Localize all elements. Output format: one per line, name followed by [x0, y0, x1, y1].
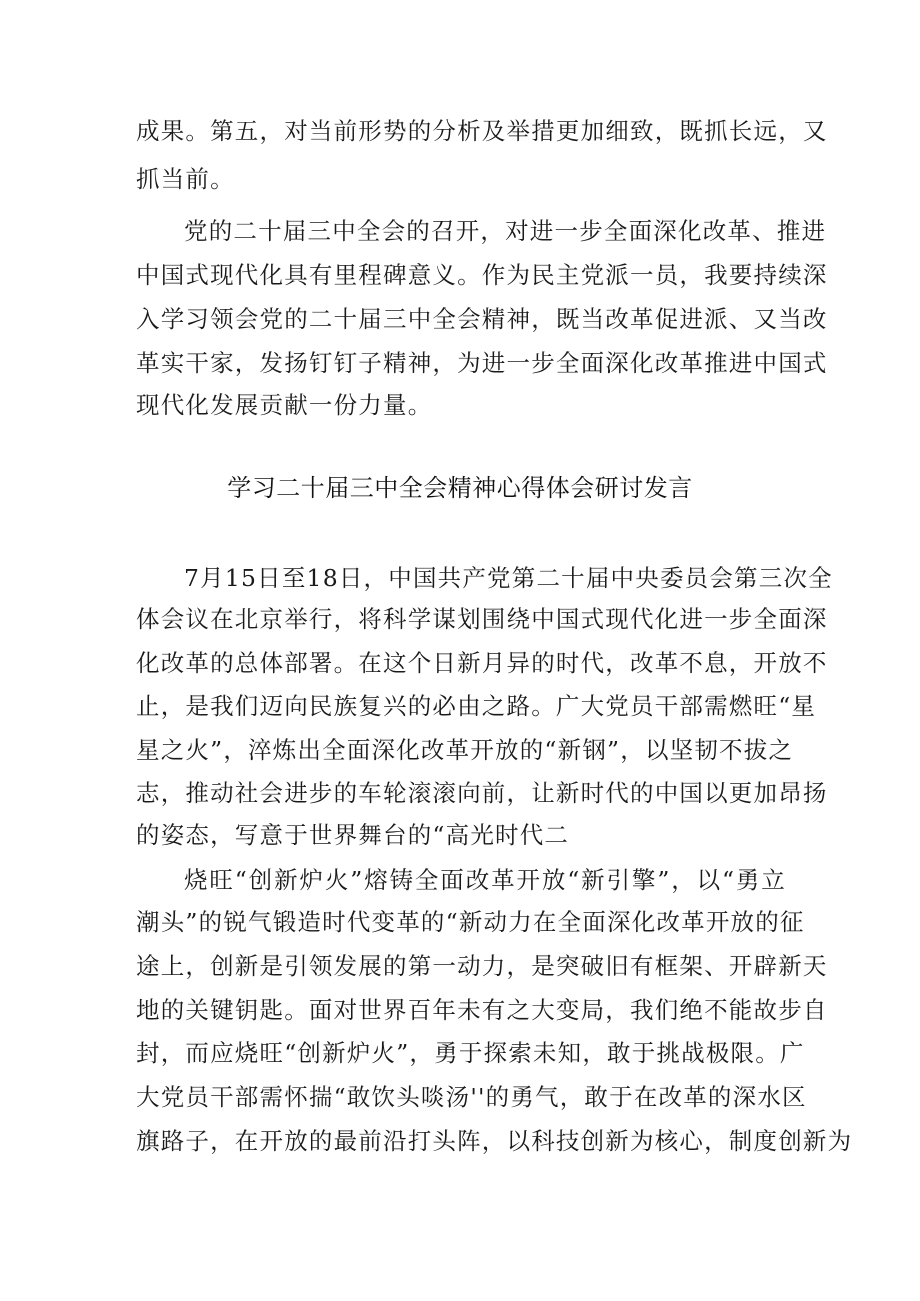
paragraph-line: 革实干家，发扬钉钉子精神，为进一步全面深化改革推进中国式	[136, 349, 828, 377]
paragraph-line: 烧旺“创新炉火”熔铸全面改革开放“新引擎”，以“勇立	[184, 866, 786, 894]
paragraph-line: 封，而应烧旺“创新炉火”，勇于探索未知，敢于挑战极限。广	[136, 1039, 805, 1067]
paragraph-line: 体会议在北京举行，将科学谋划围绕中国式现代化进一步全面深	[136, 605, 828, 633]
paragraph-line: 潮头”的锐气锻造时代变革的“新动力在全面深化改革开放的征	[136, 908, 805, 936]
paragraph-line: 现代化发展贡献一份力量。	[136, 391, 433, 419]
paragraph-line: 党的二十届三中全会的召开，对进一步全面深化改革、推进	[184, 217, 827, 245]
paragraph-line: 成果。第五，对当前形势的分析及举措更加细致，既抓长远，又	[136, 117, 828, 145]
paragraph-line: 入学习领会党的二十届三中全会精神，既当改革促进派、又当改	[136, 305, 828, 333]
paragraph-line: 止，是我们迈向民族复兴的必由之路。广大党员干部需燃旺“星	[136, 692, 817, 720]
paragraph-line: 地的关键钥匙。面对世界百年未有之大变局，我们绝不能故步自	[136, 996, 828, 1024]
paragraph-line: 中国式现代化具有里程碑意义。作为民主党派一员，我要持续深	[136, 261, 828, 289]
section-title: 学习二十届三中全会精神心得体会研讨发言	[227, 474, 693, 502]
paragraph-line: 大党员干部需怀揣“敢饮头啖汤''的勇气，敢于在改革的深水区	[136, 1083, 807, 1111]
paragraph-line: 化改革的总体部署。在这个日新月异的时代，改革不息，开放不	[136, 649, 828, 677]
paragraph-line: 抓当前。	[136, 165, 235, 193]
paragraph-line: 志，推动社会进步的车轮滚滚向前，让新时代的中国以更加昂扬	[136, 779, 828, 807]
paragraph-line: 的姿态，写意于世界舞台的“高光时代二	[136, 821, 570, 849]
paragraph-line: 途上，创新是引领发展的第一动力，是突破旧有框架、开辟新天	[136, 952, 828, 980]
paragraph-line: 旗路子，在开放的最前沿打头阵，以科技创新为核心，制度创新为	[136, 1127, 853, 1155]
paragraph-line: 7月15日至18日，中国共产党第二十届中央委员会第三次全	[184, 564, 833, 592]
paragraph-line: 星之火”，淬炼出全面深化改革开放的“新钢”，以坚韧不拔之	[136, 736, 794, 764]
